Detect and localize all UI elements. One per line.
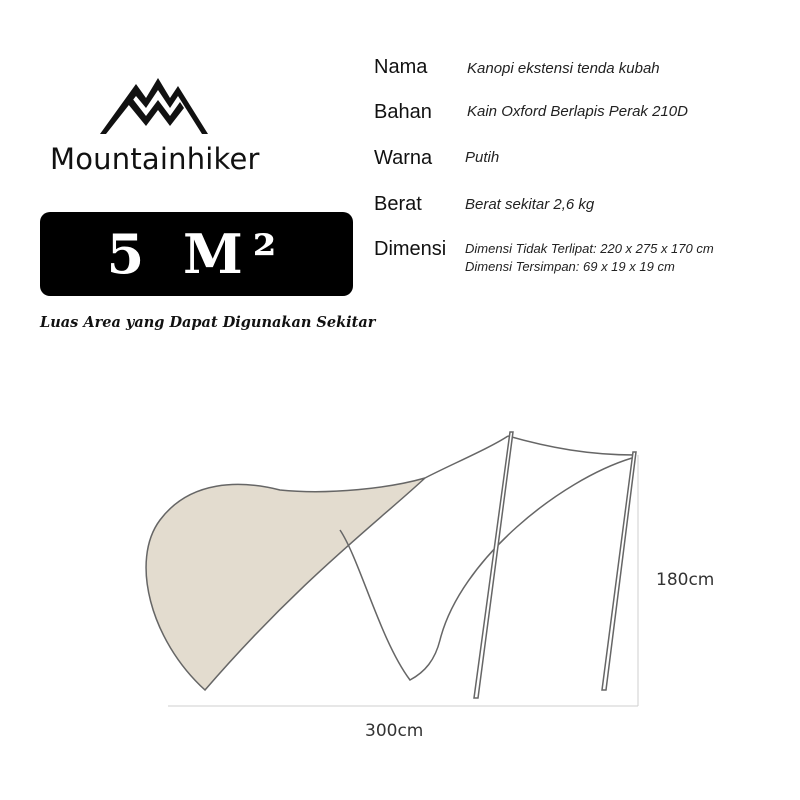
- spec-value-dimensions-unfolded: Dimensi Tidak Terlipat: 220 x 275 x 170 cm: [465, 241, 714, 256]
- spec-value-weight: Berat sekitar 2,6 kg: [465, 196, 595, 213]
- canopy-fabric: [146, 478, 425, 690]
- spec-label-name: Nama: [374, 56, 428, 78]
- width-label: 300cm: [365, 721, 424, 741]
- canopy-edge-back: [425, 436, 508, 478]
- spec-value-color: Putih: [465, 149, 500, 166]
- brand-name: Mountainhiker: [50, 142, 260, 176]
- spec-label-dimensions: Dimensi: [374, 238, 447, 260]
- canopy-ridge-line: [508, 436, 635, 455]
- spec-value-dimensions-stored: Dimensi Tersimpan: 69 x 19 x 19 cm: [465, 259, 675, 274]
- spec-value-material: Kain Oxford Berlapis Perak 210D: [467, 103, 688, 120]
- spec-label-weight: Berat: [374, 193, 422, 215]
- pole-right: [602, 452, 636, 690]
- spec-value-name: Kanopi ekstensi tenda kubah: [467, 60, 660, 77]
- area-badge-text: 5 M²: [106, 222, 287, 286]
- spec-label-color: Warna: [374, 147, 433, 169]
- area-caption: Luas Area yang Dapat Digunakan Sekitar: [40, 314, 376, 331]
- spec-label-material: Bahan: [374, 101, 432, 123]
- height-label: 180cm: [656, 570, 715, 590]
